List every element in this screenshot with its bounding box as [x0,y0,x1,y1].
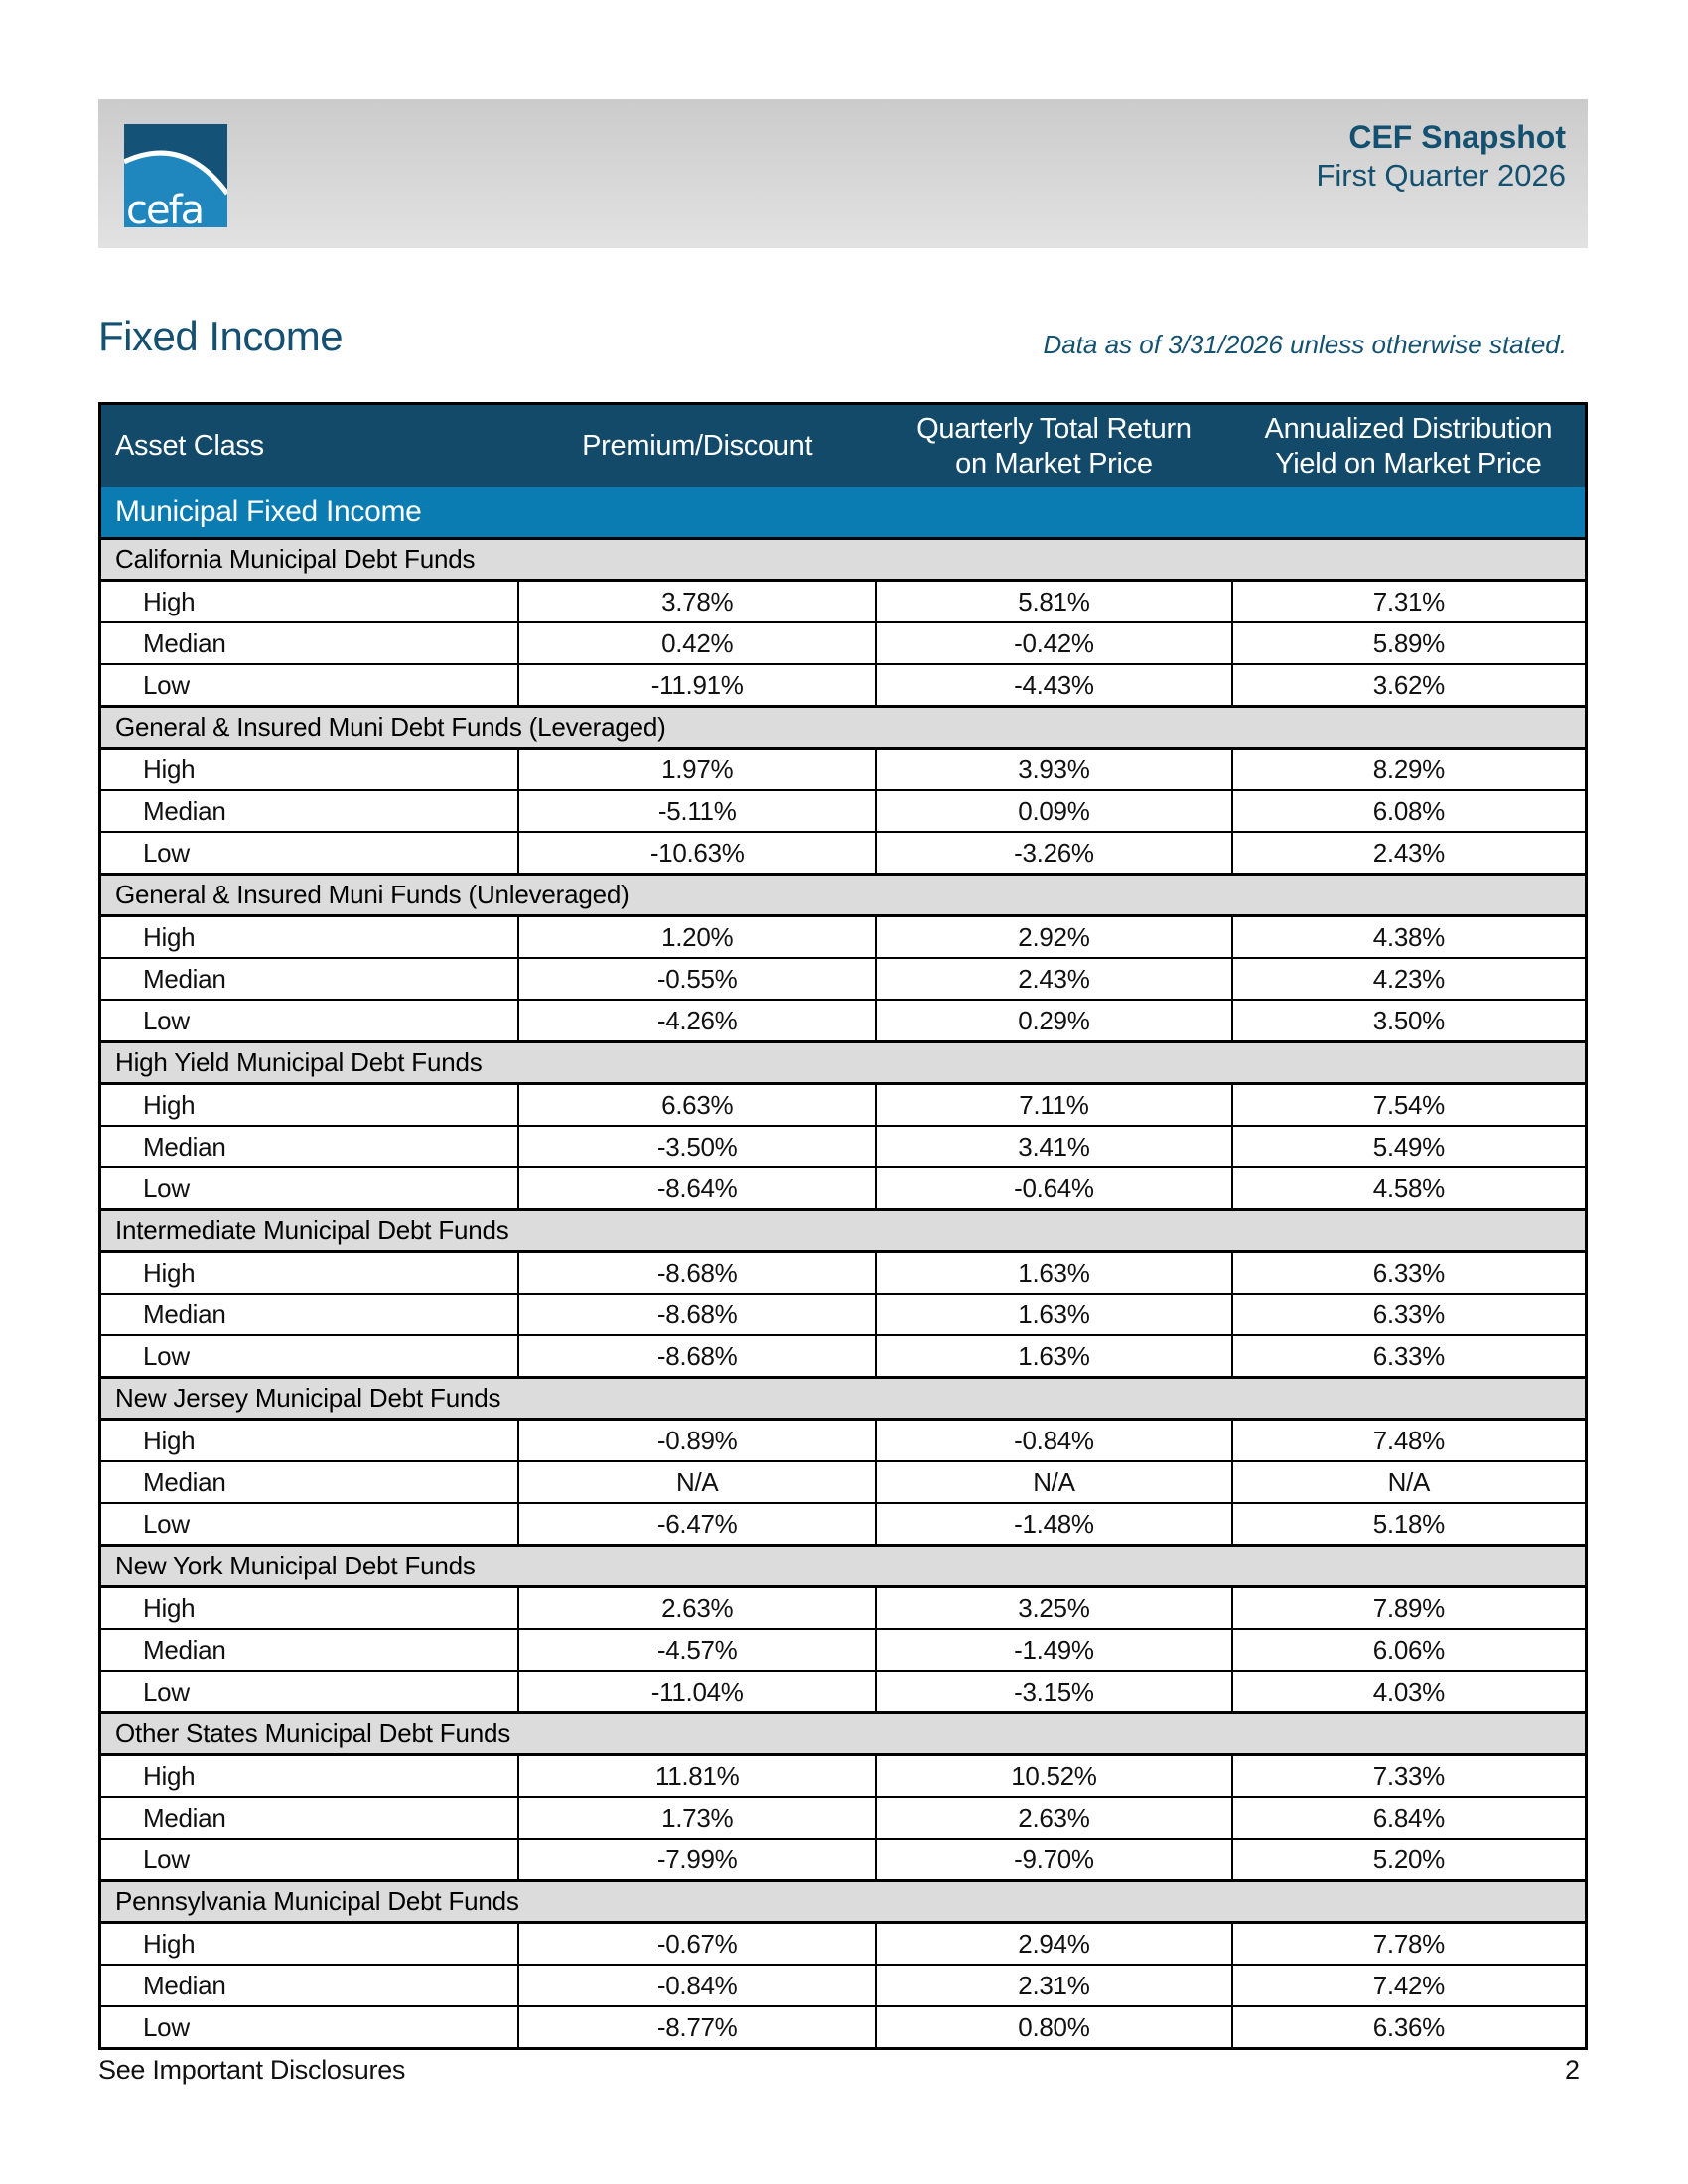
group-header-row [100,1546,1587,1587]
header-premium-discount: Premium/Discount [518,404,876,488]
table-row [100,664,1587,707]
quarterly-return-cell: 2.92% [876,916,1232,959]
table-row [100,958,1587,1000]
row-label: High [100,1923,519,1966]
table-row [100,1335,1587,1378]
header-distribution-yield-line1: Annualized Distribution [1264,412,1553,445]
row-label: High [100,1252,519,1295]
distribution-yield-cell: N/A [1232,1461,1587,1503]
premium-discount-cell: 11.81% [518,1755,876,1798]
quarterly-return-cell: 7.11% [876,1084,1232,1127]
as-of-note: Data as of 3/31/2026 unless otherwise stated. [1043,330,1567,359]
premium-discount-cell: -8.77% [518,2006,876,2049]
premium-discount-cell: -8.68% [518,1252,876,1295]
fixed-income-table [98,402,1588,2050]
premium-discount-cell: -8.68% [518,1294,876,1335]
premium-discount-cell: -8.64% [518,1167,876,1210]
premium-discount-cell: N/A [518,1461,876,1503]
group-label: Pennsylvania Municipal Debt Funds [100,1881,1587,1923]
row-label: Low [100,1503,519,1546]
page-title: Fixed Income [98,313,344,359]
quarterly-return-cell: 1.63% [876,1335,1232,1378]
premium-discount-cell: -3.50% [518,1126,876,1167]
premium-discount-cell: -0.55% [518,958,876,1000]
table-row [100,1629,1587,1671]
table-row [100,1839,1587,1881]
logo-text: cefa [126,188,204,227]
table-row [100,581,1587,623]
page-number: 2 [1564,2055,1580,2085]
premium-discount-cell: -11.04% [518,1671,876,1713]
premium-discount-cell: 2.63% [518,1587,876,1630]
row-label: Low [100,664,519,707]
table-row [100,1461,1587,1503]
distribution-yield-cell: 5.49% [1232,1126,1587,1167]
premium-discount-cell: -6.47% [518,1503,876,1546]
quarterly-return-cell: -3.26% [876,832,1232,875]
disclosures-link: See Important Disclosures [98,2055,406,2085]
distribution-yield-cell: 2.43% [1232,832,1587,875]
header-quarterly-return [876,404,1232,488]
row-label: Median [100,790,519,832]
table-row [100,1167,1587,1210]
quarterly-return-cell: 10.52% [876,1755,1232,1798]
row-label: Median [100,1629,519,1671]
distribution-yield-cell: 6.36% [1232,2006,1587,2049]
group-label: New Jersey Municipal Debt Funds [100,1378,1587,1420]
premium-discount-cell: 0.42% [518,622,876,664]
table-row [100,2006,1587,2049]
group-label: High Yield Municipal Debt Funds [100,1042,1587,1084]
premium-discount-cell: -10.63% [518,832,876,875]
section-row [100,487,1587,539]
group-header-row [100,1378,1587,1420]
row-label: Low [100,1000,519,1042]
table-row [100,1671,1587,1713]
quarterly-return-cell: 1.63% [876,1294,1232,1335]
group-label: General & Insured Muni Funds (Unleveraged) [100,875,1587,916]
row-label: Low [100,832,519,875]
quarterly-return-cell: 2.31% [876,1965,1232,2006]
quarterly-return-cell: 2.63% [876,1797,1232,1839]
row-label: High [100,916,519,959]
premium-discount-cell: -0.84% [518,1965,876,2006]
row-label: Median [100,1294,519,1335]
row-label: High [100,581,519,623]
quarterly-return-cell: -3.15% [876,1671,1232,1713]
group-label: California Municipal Debt Funds [100,539,1587,581]
quarterly-return-cell: -0.84% [876,1420,1232,1462]
table-row [100,1126,1587,1167]
report-title: CEF Snapshot [1348,119,1566,155]
quarterly-return-cell: -4.43% [876,664,1232,707]
section-label: Municipal Fixed Income [100,487,1587,539]
row-label: Median [100,622,519,664]
group-label: New York Municipal Debt Funds [100,1546,1587,1587]
table-row [100,832,1587,875]
quarterly-return-cell: -0.42% [876,622,1232,664]
group-label: Other States Municipal Debt Funds [100,1713,1587,1755]
distribution-yield-cell: 7.54% [1232,1084,1587,1127]
table-row [100,1797,1587,1839]
table-row [100,1252,1587,1295]
table-row [100,1755,1587,1798]
row-label: Low [100,1839,519,1881]
premium-discount-cell: 1.73% [518,1797,876,1839]
header-quarterly-return-line1: Quarterly Total Return [916,412,1192,445]
premium-discount-cell: -0.89% [518,1420,876,1462]
table-row [100,749,1587,791]
distribution-yield-cell: 6.08% [1232,790,1587,832]
row-label: Low [100,1167,519,1210]
table-header-row [100,404,1587,488]
quarterly-return-cell: 3.25% [876,1587,1232,1630]
distribution-yield-cell: 4.58% [1232,1167,1587,1210]
quarterly-return-cell: -9.70% [876,1839,1232,1881]
row-label: Median [100,1965,519,2006]
quarterly-return-cell: 3.41% [876,1126,1232,1167]
distribution-yield-cell: 6.33% [1232,1335,1587,1378]
quarterly-return-cell: 2.43% [876,958,1232,1000]
quarterly-return-cell: 1.63% [876,1252,1232,1295]
premium-discount-cell: 1.97% [518,749,876,791]
row-label: High [100,1420,519,1462]
quarterly-return-cell: 0.29% [876,1000,1232,1042]
group-header-row [100,1042,1587,1084]
group-header-row [100,1713,1587,1755]
header-distribution-yield [1232,404,1587,488]
distribution-yield-cell: 3.62% [1232,664,1587,707]
row-label: Low [100,2006,519,2049]
table-row [100,1503,1587,1546]
group-header-row [100,539,1587,581]
premium-discount-cell: 6.63% [518,1084,876,1127]
premium-discount-cell: -7.99% [518,1839,876,1881]
table-row [100,1420,1587,1462]
table-row [100,1084,1587,1127]
distribution-yield-cell: 6.33% [1232,1252,1587,1295]
group-header-row [100,707,1587,749]
premium-discount-cell: 3.78% [518,581,876,623]
row-label: High [100,1755,519,1798]
distribution-yield-cell: 8.29% [1232,749,1587,791]
premium-discount-cell: -8.68% [518,1335,876,1378]
row-label: Median [100,1461,519,1503]
distribution-yield-cell: 5.18% [1232,1503,1587,1546]
distribution-yield-cell: 6.84% [1232,1797,1587,1839]
row-label: Median [100,1797,519,1839]
group-header-row [100,1881,1587,1923]
distribution-yield-cell: 6.06% [1232,1629,1587,1671]
table-row [100,622,1587,664]
distribution-yield-cell: 7.33% [1232,1755,1587,1798]
distribution-yield-cell: 6.33% [1232,1294,1587,1335]
group-header-row [100,875,1587,916]
quarterly-return-cell: 2.94% [876,1923,1232,1966]
report-title-block [1316,118,1566,196]
group-label: General & Insured Muni Debt Funds (Leveraged) [100,707,1587,749]
distribution-yield-cell: 5.20% [1232,1839,1587,1881]
row-label: High [100,1084,519,1127]
row-label: Low [100,1671,519,1713]
quarterly-return-cell: 5.81% [876,581,1232,623]
quarterly-return-cell: 0.09% [876,790,1232,832]
distribution-yield-cell: 5.89% [1232,622,1587,664]
table-row [100,1294,1587,1335]
header-quarterly-return-line2: on Market Price [955,447,1153,479]
table-row [100,916,1587,959]
row-label: High [100,1587,519,1630]
table-row [100,790,1587,832]
table-row [100,1587,1587,1630]
distribution-yield-cell: 7.48% [1232,1420,1587,1462]
distribution-yield-cell: 4.03% [1232,1671,1587,1713]
row-label: Median [100,958,519,1000]
distribution-yield-cell: 7.42% [1232,1965,1587,2006]
distribution-yield-cell: 7.89% [1232,1587,1587,1630]
cefa-logo [124,124,227,227]
header-banner [98,99,1588,248]
header-asset-class: Asset Class [100,404,519,488]
premium-discount-cell: 1.20% [518,916,876,959]
distribution-yield-cell: 7.78% [1232,1923,1587,1966]
quarterly-return-cell: 3.93% [876,749,1232,791]
group-label: Intermediate Municipal Debt Funds [100,1210,1587,1252]
quarterly-return-cell: -0.64% [876,1167,1232,1210]
report-period: First Quarter 2026 [1316,158,1566,193]
quarterly-return-cell: -1.48% [876,1503,1232,1546]
row-label: Low [100,1335,519,1378]
row-label: High [100,749,519,791]
table-row [100,1923,1587,1966]
quarterly-return-cell: N/A [876,1461,1232,1503]
table-row [100,1000,1587,1042]
distribution-yield-cell: 4.23% [1232,958,1587,1000]
group-header-row [100,1210,1587,1252]
distribution-yield-cell: 7.31% [1232,581,1587,623]
header-distribution-yield-line2: Yield on Market Price [1275,447,1542,479]
distribution-yield-cell: 4.38% [1232,916,1587,959]
distribution-yield-cell: 3.50% [1232,1000,1587,1042]
quarterly-return-cell: -1.49% [876,1629,1232,1671]
quarterly-return-cell: 0.80% [876,2006,1232,2049]
table-row [100,1965,1587,2006]
row-label: Median [100,1126,519,1167]
premium-discount-cell: -4.57% [518,1629,876,1671]
premium-discount-cell: -0.67% [518,1923,876,1966]
premium-discount-cell: -5.11% [518,790,876,832]
premium-discount-cell: -11.91% [518,664,876,707]
premium-discount-cell: -4.26% [518,1000,876,1042]
